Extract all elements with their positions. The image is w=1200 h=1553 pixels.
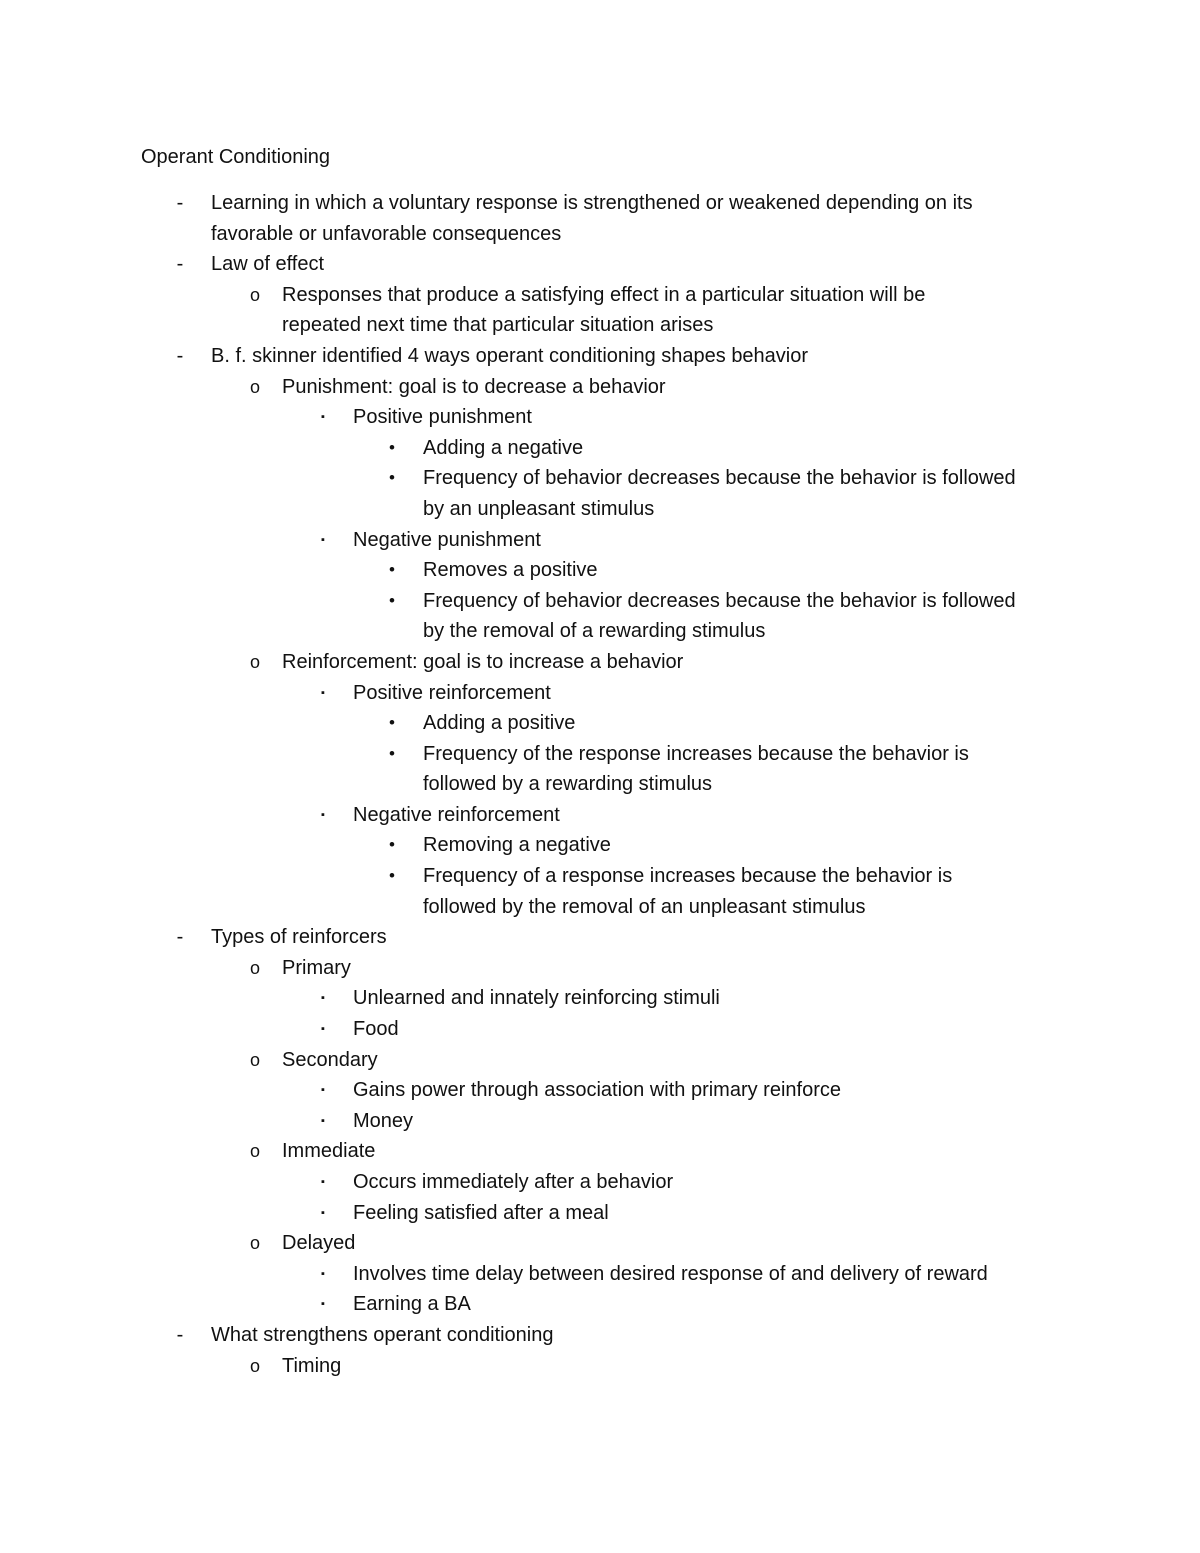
dash-bullet: - <box>176 1323 184 1346</box>
dash-bullet: - <box>176 253 184 276</box>
outline-item <box>0 555 1200 586</box>
outline-item <box>0 1289 1200 1320</box>
outline-item-text: repeated next time that particular situation arises <box>282 314 714 337</box>
outline-item-text: Food <box>353 1018 399 1041</box>
outline-item-text: Positive punishment <box>353 406 532 429</box>
circle-bullet-icon: o <box>249 1141 260 1162</box>
outline-item <box>0 1198 1200 1229</box>
circle-bullet-icon: o <box>249 376 260 397</box>
square-bullet-icon: ▪ <box>321 1298 325 1311</box>
dot-bullet-icon: • <box>389 835 395 855</box>
outline-item-text: Responses that produce a satisfying effect in a particular situation will be <box>282 283 926 306</box>
outline-item <box>0 463 1200 494</box>
outline-item-text: Involves time delay between desired response of and delivery of reward <box>353 1262 988 1285</box>
outline-list <box>0 188 1200 1381</box>
outline-item-text: Frequency of behavior decreases because the behavior is followed <box>423 589 1016 612</box>
outline-item-text: followed by the removal of an unpleasant stimulus <box>423 895 866 918</box>
square-bullet-icon: ▪ <box>321 1206 325 1219</box>
dot-bullet-icon: • <box>389 560 395 580</box>
outline-item-continuation <box>0 892 1200 923</box>
outline-item-text: followed by a rewarding stimulus <box>423 773 713 796</box>
outline-item-text: Adding a positive <box>423 712 576 735</box>
outline-item <box>0 402 1200 433</box>
outline-item <box>0 433 1200 464</box>
outline-item <box>0 678 1200 709</box>
outline-item-text: favorable or unfavorable consequences <box>211 222 562 245</box>
outline-item-text: Secondary <box>282 1048 378 1071</box>
outline-item-text: Frequency of a response increases because the behavior is <box>423 865 953 888</box>
circle-bullet-icon: o <box>249 651 260 672</box>
dot-bullet-icon: • <box>389 437 395 457</box>
dash-bullet: - <box>176 926 184 949</box>
outline-item-text: Earning a BA <box>353 1293 471 1316</box>
outline-item-text: Reinforcement: goal is to increase a behavior <box>282 650 684 673</box>
outline-item <box>0 1045 1200 1076</box>
outline-item-text: Timing <box>282 1354 342 1377</box>
outline-item-text: Removing a negative <box>423 834 611 857</box>
outline-item <box>0 800 1200 831</box>
square-bullet-icon: ▪ <box>321 1267 325 1280</box>
square-bullet-icon: ▪ <box>321 808 325 821</box>
outline-item <box>0 861 1200 892</box>
square-bullet-icon: ▪ <box>321 686 325 699</box>
outline-item-text: Types of reinforcers <box>211 926 387 949</box>
outline-item-text: Adding a negative <box>423 436 584 459</box>
outline-item <box>0 739 1200 770</box>
circle-bullet-icon: o <box>249 1233 260 1254</box>
outline-item-text: Gains power through association with primary reinforce <box>353 1079 841 1102</box>
outline-item-text: Primary <box>282 956 351 979</box>
square-bullet-icon: ▪ <box>321 1084 325 1097</box>
outline-item <box>0 983 1200 1014</box>
outline-item-text: Learning in which a voluntary response is strengthened or weakened depending on its <box>211 192 973 214</box>
outline-item <box>0 1351 1200 1382</box>
outline-item <box>0 249 1200 280</box>
outline-item <box>0 1136 1200 1167</box>
outline-item-text: by an unpleasant stimulus <box>423 497 655 520</box>
outline-item <box>0 372 1200 403</box>
outline-item-text: B. f. skinner identified 4 ways operant conditioning shapes behavior <box>211 344 809 367</box>
dot-bullet-icon: • <box>389 468 395 488</box>
circle-bullet-icon: o <box>249 1355 260 1376</box>
dot-bullet-icon: • <box>389 743 395 763</box>
outline-item-text: Frequency of the response increases because the behavior is <box>423 742 969 765</box>
outline-item <box>0 188 1200 219</box>
outline-item-continuation <box>0 219 1200 250</box>
outline-item <box>0 525 1200 556</box>
outline-item <box>0 922 1200 953</box>
outline-item-text: Negative reinforcement <box>353 803 560 826</box>
circle-bullet-icon: o <box>249 284 260 305</box>
outline-item <box>0 1320 1200 1351</box>
square-bullet-icon: ▪ <box>321 411 325 424</box>
outline-item-text: Punishment: goal is to decrease a behavior <box>282 375 666 398</box>
square-bullet-icon: ▪ <box>321 533 325 546</box>
outline-item-text: Feeling satisfied after a meal <box>353 1201 609 1224</box>
outline-item-text: What strengthens operant conditioning <box>211 1323 554 1346</box>
outline-item-text: Negative punishment <box>353 528 541 551</box>
outline-item-text: Delayed <box>282 1232 356 1255</box>
outline-item <box>0 830 1200 861</box>
dash-bullet: - <box>176 344 184 367</box>
outline-item <box>0 341 1200 372</box>
outline-item <box>0 953 1200 984</box>
outline-item-text: Unlearned and innately reinforcing stimuli <box>353 987 720 1010</box>
square-bullet-icon: ▪ <box>321 1114 325 1127</box>
outline-item <box>0 1014 1200 1045</box>
outline-item-text: by the removal of a rewarding stimulus <box>423 620 766 643</box>
outline-item <box>0 1228 1200 1259</box>
square-bullet-icon: ▪ <box>321 1023 325 1036</box>
outline-item-text: Occurs immediately after a behavior <box>353 1171 674 1193</box>
outline-item <box>0 708 1200 739</box>
outline-item <box>0 1259 1200 1290</box>
outline-item <box>0 1075 1200 1106</box>
outline-item-text: Removes a positive <box>423 559 598 582</box>
outline-item-text: Frequency of behavior decreases because the behavior is followed <box>423 467 1016 490</box>
square-bullet-icon: ▪ <box>321 1176 325 1188</box>
outline-item-continuation <box>0 310 1200 341</box>
circle-bullet-icon: o <box>249 957 260 978</box>
dash-bullet: - <box>176 192 184 214</box>
document-title: Operant Conditioning <box>141 146 331 168</box>
outline-item <box>0 1106 1200 1137</box>
dot-bullet-icon: • <box>389 866 395 886</box>
outline-item-text: Law of effect <box>211 253 325 276</box>
outline-item-text: Positive reinforcement <box>353 681 551 704</box>
square-bullet-icon: ▪ <box>321 992 325 1005</box>
outline-item <box>0 1167 1200 1198</box>
outline-item-text: Immediate <box>282 1140 376 1163</box>
outline-item-continuation <box>0 616 1200 647</box>
dot-bullet-icon: • <box>389 590 395 610</box>
outline-item <box>0 586 1200 617</box>
outline-item <box>0 280 1200 311</box>
outline-item-text: Money <box>353 1109 414 1132</box>
outline-item-continuation <box>0 769 1200 800</box>
circle-bullet-icon: o <box>249 1049 260 1070</box>
dot-bullet-icon: • <box>389 713 395 733</box>
outline-item-continuation <box>0 494 1200 525</box>
outline-item <box>0 647 1200 678</box>
